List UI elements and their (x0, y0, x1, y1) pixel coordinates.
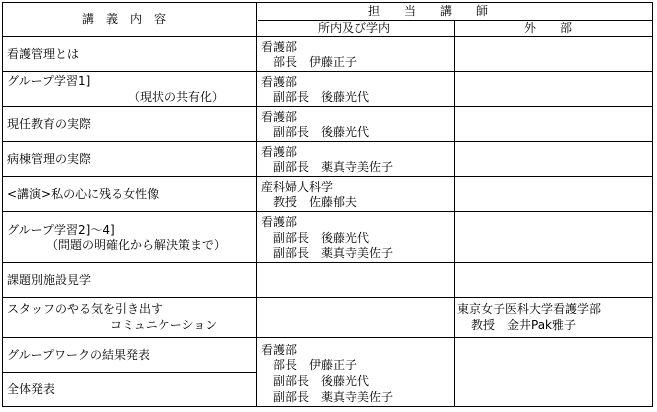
lecturer-name: 副部長 薬真寺美佐子 (273, 160, 394, 174)
topic-text: グループ学習1] (7, 74, 91, 88)
lecturer-dept: 看護部 (261, 40, 298, 54)
lecturer-name: 副部長 後藤光代 (273, 374, 370, 388)
row-divider (2, 176, 653, 177)
lecturer-name: 副部長 薬真寺美佐子 (273, 246, 394, 260)
topic-text: 病棟管理の実際 (7, 152, 92, 166)
row-divider (2, 141, 653, 142)
topic-text: グループ学習2]～4] (7, 223, 115, 237)
column-divider-content (256, 2, 257, 407)
lecturer-dept: 看護部 (261, 145, 298, 159)
lecturer-name: 教授 佐藤郁夫 (273, 195, 358, 209)
topic-text: 現任教育の実際 (7, 117, 92, 131)
lecturer-dept: 看護部 (261, 75, 298, 89)
topic-text: 看護管理とは (7, 47, 80, 61)
external-lecturer-name: 教授 金井Pak雅子 (471, 318, 577, 332)
header-internal: 所内及び学内 (318, 21, 391, 35)
external-lecturer-org: 東京女子医科大学看護学部 (457, 302, 602, 316)
lecturer-name: 副部長 後藤光代 (273, 90, 370, 104)
lecturer-name: 副部長 後藤光代 (273, 125, 370, 139)
lecturer-name: 副部長 薬真寺美佐子 (273, 390, 394, 404)
header-bottom-border (2, 36, 653, 37)
row-divider (2, 262, 653, 263)
topic-text: 課題別施設見学 (7, 273, 92, 287)
lecturer-dept: 看護部 (261, 343, 298, 357)
lecturer-dept: 看護部 (261, 110, 298, 124)
row-divider (2, 211, 653, 212)
header-external: 外 部 (524, 21, 573, 35)
lecturer-name: 副部長 後藤光代 (273, 231, 370, 245)
row-divider (2, 71, 653, 72)
lecturer-dept: 産科婦人科学 (261, 180, 334, 194)
lecturer-dept: 看護部 (261, 215, 298, 229)
header-lecturer: 担 当 講 師 (368, 4, 489, 18)
column-divider-external (454, 20, 455, 407)
topic-text: 全体発表 (7, 382, 56, 396)
topic-text: グループワークの結果発表 (7, 348, 151, 362)
header-content: 講 義 内 容 (82, 12, 167, 26)
row-divider-content-only (2, 372, 256, 373)
topic-text: <講演>私の心に残る女性像 (7, 187, 160, 201)
row-divider (2, 106, 653, 107)
row-divider (2, 337, 653, 338)
topic-subtext: （現状の共有化） (128, 90, 225, 104)
lecturer-name: 部長 伊藤正子 (273, 55, 358, 69)
topic-subtext: コミュニケーション (110, 318, 218, 332)
lecturer-name: 部長 伊藤正子 (273, 358, 358, 372)
row-divider (2, 297, 653, 298)
topic-text: スタッフのやる気を引き出す (7, 302, 164, 316)
topic-subtext: （問題の明確化から解決策まで） (46, 238, 227, 252)
